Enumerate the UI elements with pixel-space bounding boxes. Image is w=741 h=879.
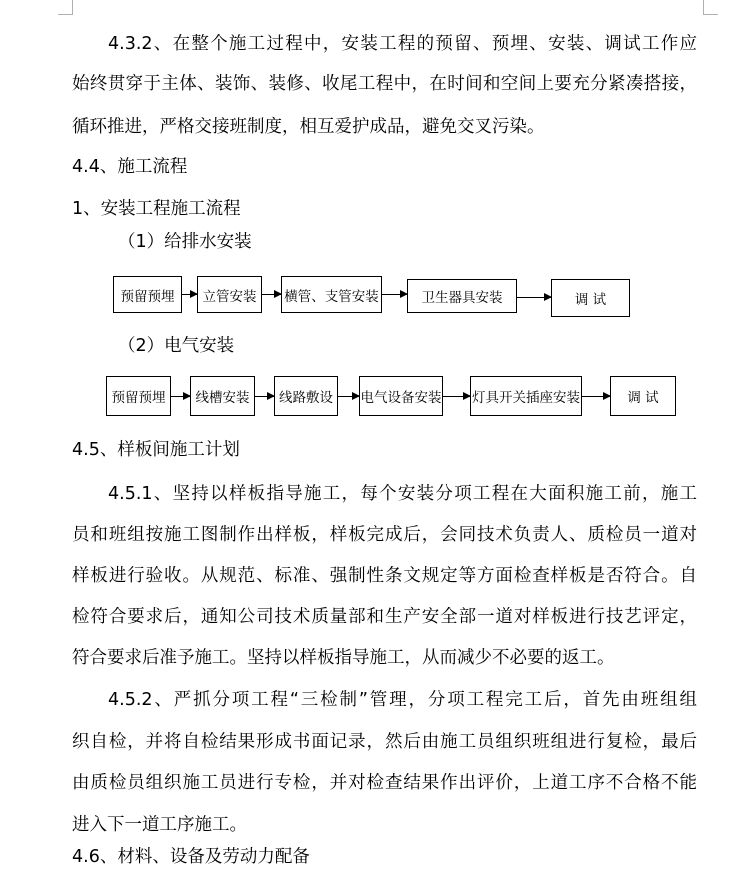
paragraph-452-line-3: 由质检员组织施工员进行专检，并对检查结果作出评价，上道工序不合格不能 (72, 773, 697, 793)
flow-arrow (382, 294, 407, 295)
paragraph-452-line-1: 4.5.2、严抓分项工程“三检制”管理，分项工程完工后，首先由班组组 (108, 690, 697, 710)
section-heading-4-6: 4.6、材料、设备及劳动力配备 (72, 847, 310, 867)
flow-arrow (517, 297, 551, 298)
flow-plumbing-step-2: 立管安装 (197, 276, 262, 313)
flow-electrical-step-4: 电气设备安装 (359, 376, 443, 416)
flow-plumbing-step-1: 预留预埋 (113, 276, 182, 313)
page-corner-mark-right (703, 0, 718, 15)
paragraph-451-line-2: 员和班组按施工图制作出样板，样板完成后，会同技术负责人、质检员一道对 (72, 525, 697, 545)
page-corner-mark-left (58, 0, 73, 15)
section-heading-4-4: 4.4、施工流程 (72, 157, 188, 177)
flow-arrow (262, 294, 281, 295)
flow-title-electrical: （2）电气安装 (118, 336, 235, 356)
flow-plumbing-step-5: 调 试 (551, 279, 630, 317)
flow-plumbing-step-4: 卫生器具安装 (407, 279, 517, 313)
paragraph-451-line-4: 检符合要求后，通知公司技术质量部和生产安全部一道对样板进行技艺评定， (72, 607, 697, 627)
flow-arrow (171, 396, 190, 397)
subsection-heading-1: 1、安装工程施工流程 (72, 199, 241, 219)
paragraph-451-line-3: 样板进行验收。从规范、标准、强制性条文规定等方面检查样板是否符合。自 (72, 566, 697, 586)
flow-arrow (582, 396, 610, 397)
flow-plumbing-step-3: 横管、支管安装 (281, 276, 382, 313)
flow-electrical-step-6: 调 试 (610, 376, 676, 416)
paragraph-452-line-2: 织自检，并将自检结果形成书面记录，然后由施工员组织班组进行复检，最后 (72, 732, 697, 752)
section-heading-4-5: 4.5、样板间施工计划 (72, 440, 240, 460)
paragraph-432-line-1: 4.3.2、在整个施工过程中，安装工程的预留、预埋、安装、调试工作应 (108, 34, 697, 54)
paragraph-451-line-5: 符合要求后准予施工。坚持以样板指导施工，从而减少不必要的返工。 (72, 648, 615, 668)
flow-electrical-step-3: 线路敷设 (274, 376, 338, 416)
paragraph-432-line-3: 循环推进，严格交接班制度，相互爱护成品，避免交叉污染。 (72, 117, 545, 137)
flow-arrow (338, 396, 359, 397)
paragraph-432-line-2: 始终贯穿于主体、装饰、装修、收尾工程中，在时间和空间上要充分紧凑搭接， (72, 74, 697, 94)
flow-title-plumbing: （1）给排水安装 (118, 232, 252, 252)
flow-electrical-step-2: 线槽安装 (190, 376, 255, 416)
flow-electrical-step-1: 预留预埋 (106, 376, 171, 416)
paragraph-452-line-4: 进入下一道工序施工。 (72, 815, 247, 835)
flow-arrow (255, 396, 274, 397)
paragraph-451-line-1: 4.5.1、坚持以样板指导施工，每个安装分项工程在大面积施工前，施工 (108, 484, 697, 504)
flow-electrical-step-5: 灯具开关插座安装 (470, 376, 582, 416)
flow-arrow (182, 294, 197, 295)
flow-arrow (443, 396, 470, 397)
